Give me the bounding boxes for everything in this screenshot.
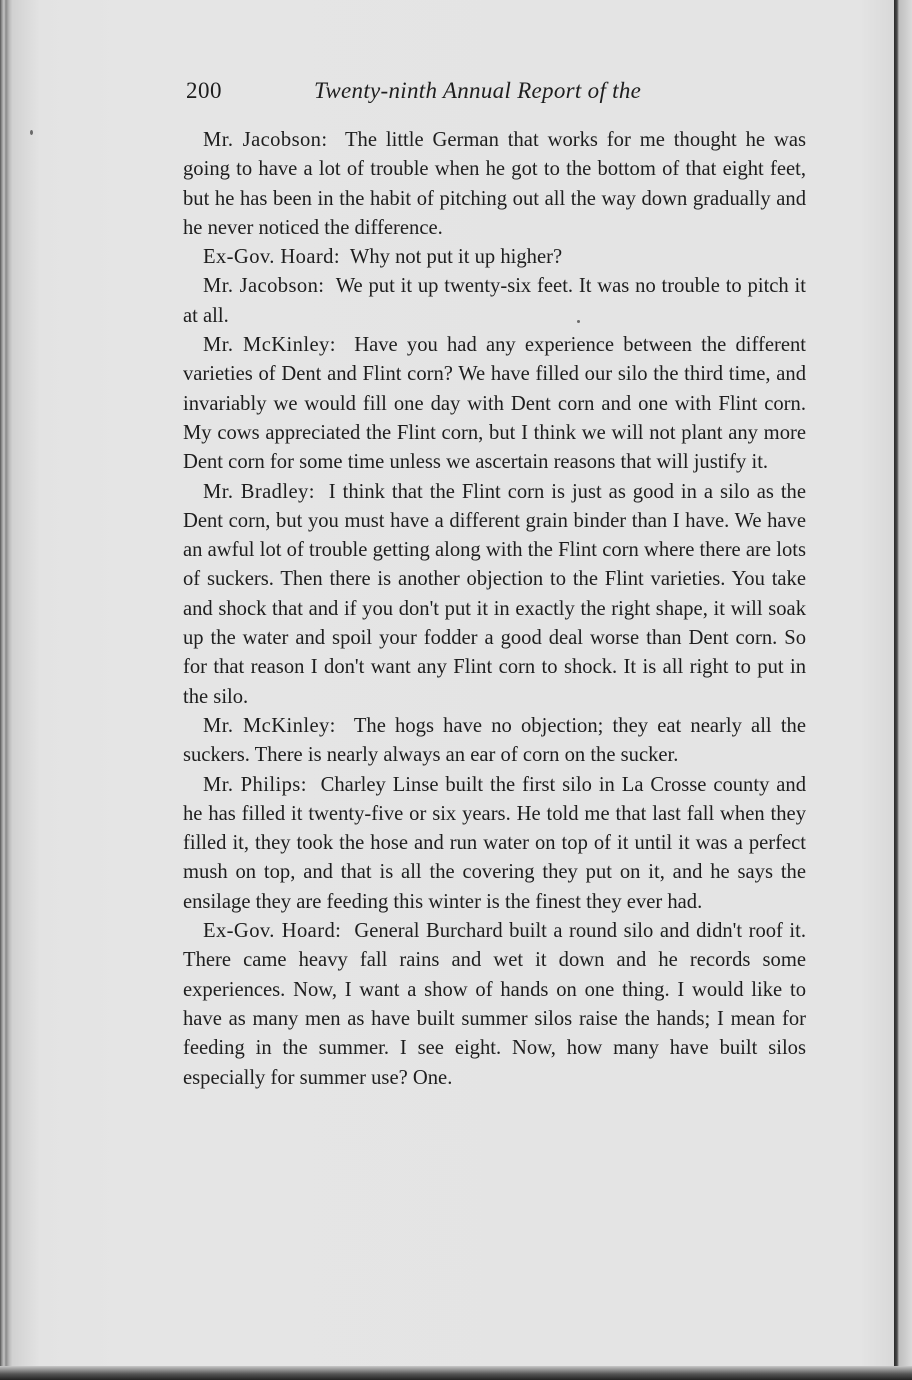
book-binding-edge	[0, 0, 12, 1380]
paragraph	[183, 917, 806, 1093]
paragraph-text: The little German that works for me thought he was going to have a lot of trouble when he got to the bottom of that eight feet, but he has been in the habit of pitching out all the way down gradually and he never noticed the difference.	[183, 129, 806, 239]
speaker-name: Mr. McKinley:	[203, 334, 336, 357]
paragraph-text: The hogs have no objection; they eat nearly all the suckers. There is nearly always an ear of corn on the sucker.	[183, 714, 806, 767]
speaker-name: Mr. Jacobson:	[203, 275, 325, 298]
speaker-name: Ex-Gov. Hoard:	[203, 246, 340, 269]
speaker-name: Mr. Philips:	[203, 773, 307, 796]
paragraph	[183, 478, 806, 712]
paragraph-text: I think that the Flint corn is just as good in a silo as the Dent corn, but you must have a different grain binder than I have. We have an awful lot of trouble getting along with the Flint corn where there are lots of suckers. Then there is another objection to the Flint varieties. You take and shock that and if you don't put it in exactly the right shape, it will soak up the water and spoil your fodder a good deal worse than Dent corn. So for that reason I don't want any Flint corn to shock. It is all right to put in the silo.	[183, 480, 806, 708]
paragraph-text: Charley Linse built the first silo in La Crosse county and he has filled it twenty-five or six years. He told me that last fall when they filled it, they took the hose and run water on top of it until it was a perfect mush on top, and that is all the covering they put on it, and he says the ensilage they are feeding this winter is the finest they ever had.	[183, 773, 807, 913]
body-text	[183, 126, 806, 1093]
paragraph	[183, 272, 806, 331]
speaker-name: Mr. Bradley:	[203, 480, 315, 503]
paragraph	[183, 126, 806, 243]
paragraph-text: We put it up twenty-six feet. It was no trouble to pitch it at all.	[183, 275, 807, 327]
speaker-name: Mr. Jacobson:	[203, 129, 328, 151]
page-right-edge	[894, 0, 912, 1380]
running-header	[186, 78, 706, 112]
paragraph	[183, 712, 806, 771]
paragraph	[183, 243, 806, 272]
paragraph-text: Have you had any experience between the different varieties of Dent and Flint corn? We have filled our silo the third time, and invariably we would fill one day with Dent corn and one with Flint corn. My cows appreciated the Flint corn, but I think we will not plant any more Dent corn for some time unless we ascertain reasons that will justify it.	[183, 334, 806, 474]
page-bottom-edge	[0, 1366, 912, 1380]
page-number: 200	[186, 78, 222, 103]
paragraph-text: General Burchard built a round silo and didn't roof it. There came heavy fall rains and wet it down and he records some experiences. Now, I want a show of hands on one thing. I would like to have as many men as have built summer silos raise the hands; I mean for feeding in the summer. I see eight. Now, how many have built silos especially for summer use? One.	[183, 920, 807, 1089]
speaker-name: Ex-Gov. Hoard:	[203, 920, 342, 943]
running-title: Twenty-ninth Annual Report of the	[314, 78, 642, 103]
paragraph	[183, 771, 806, 917]
paragraph	[183, 331, 806, 477]
paragraph-text: Why not put it up higher?	[349, 246, 563, 269]
ink-speck	[30, 130, 33, 135]
speaker-name: Mr. McKinley:	[203, 714, 336, 737]
